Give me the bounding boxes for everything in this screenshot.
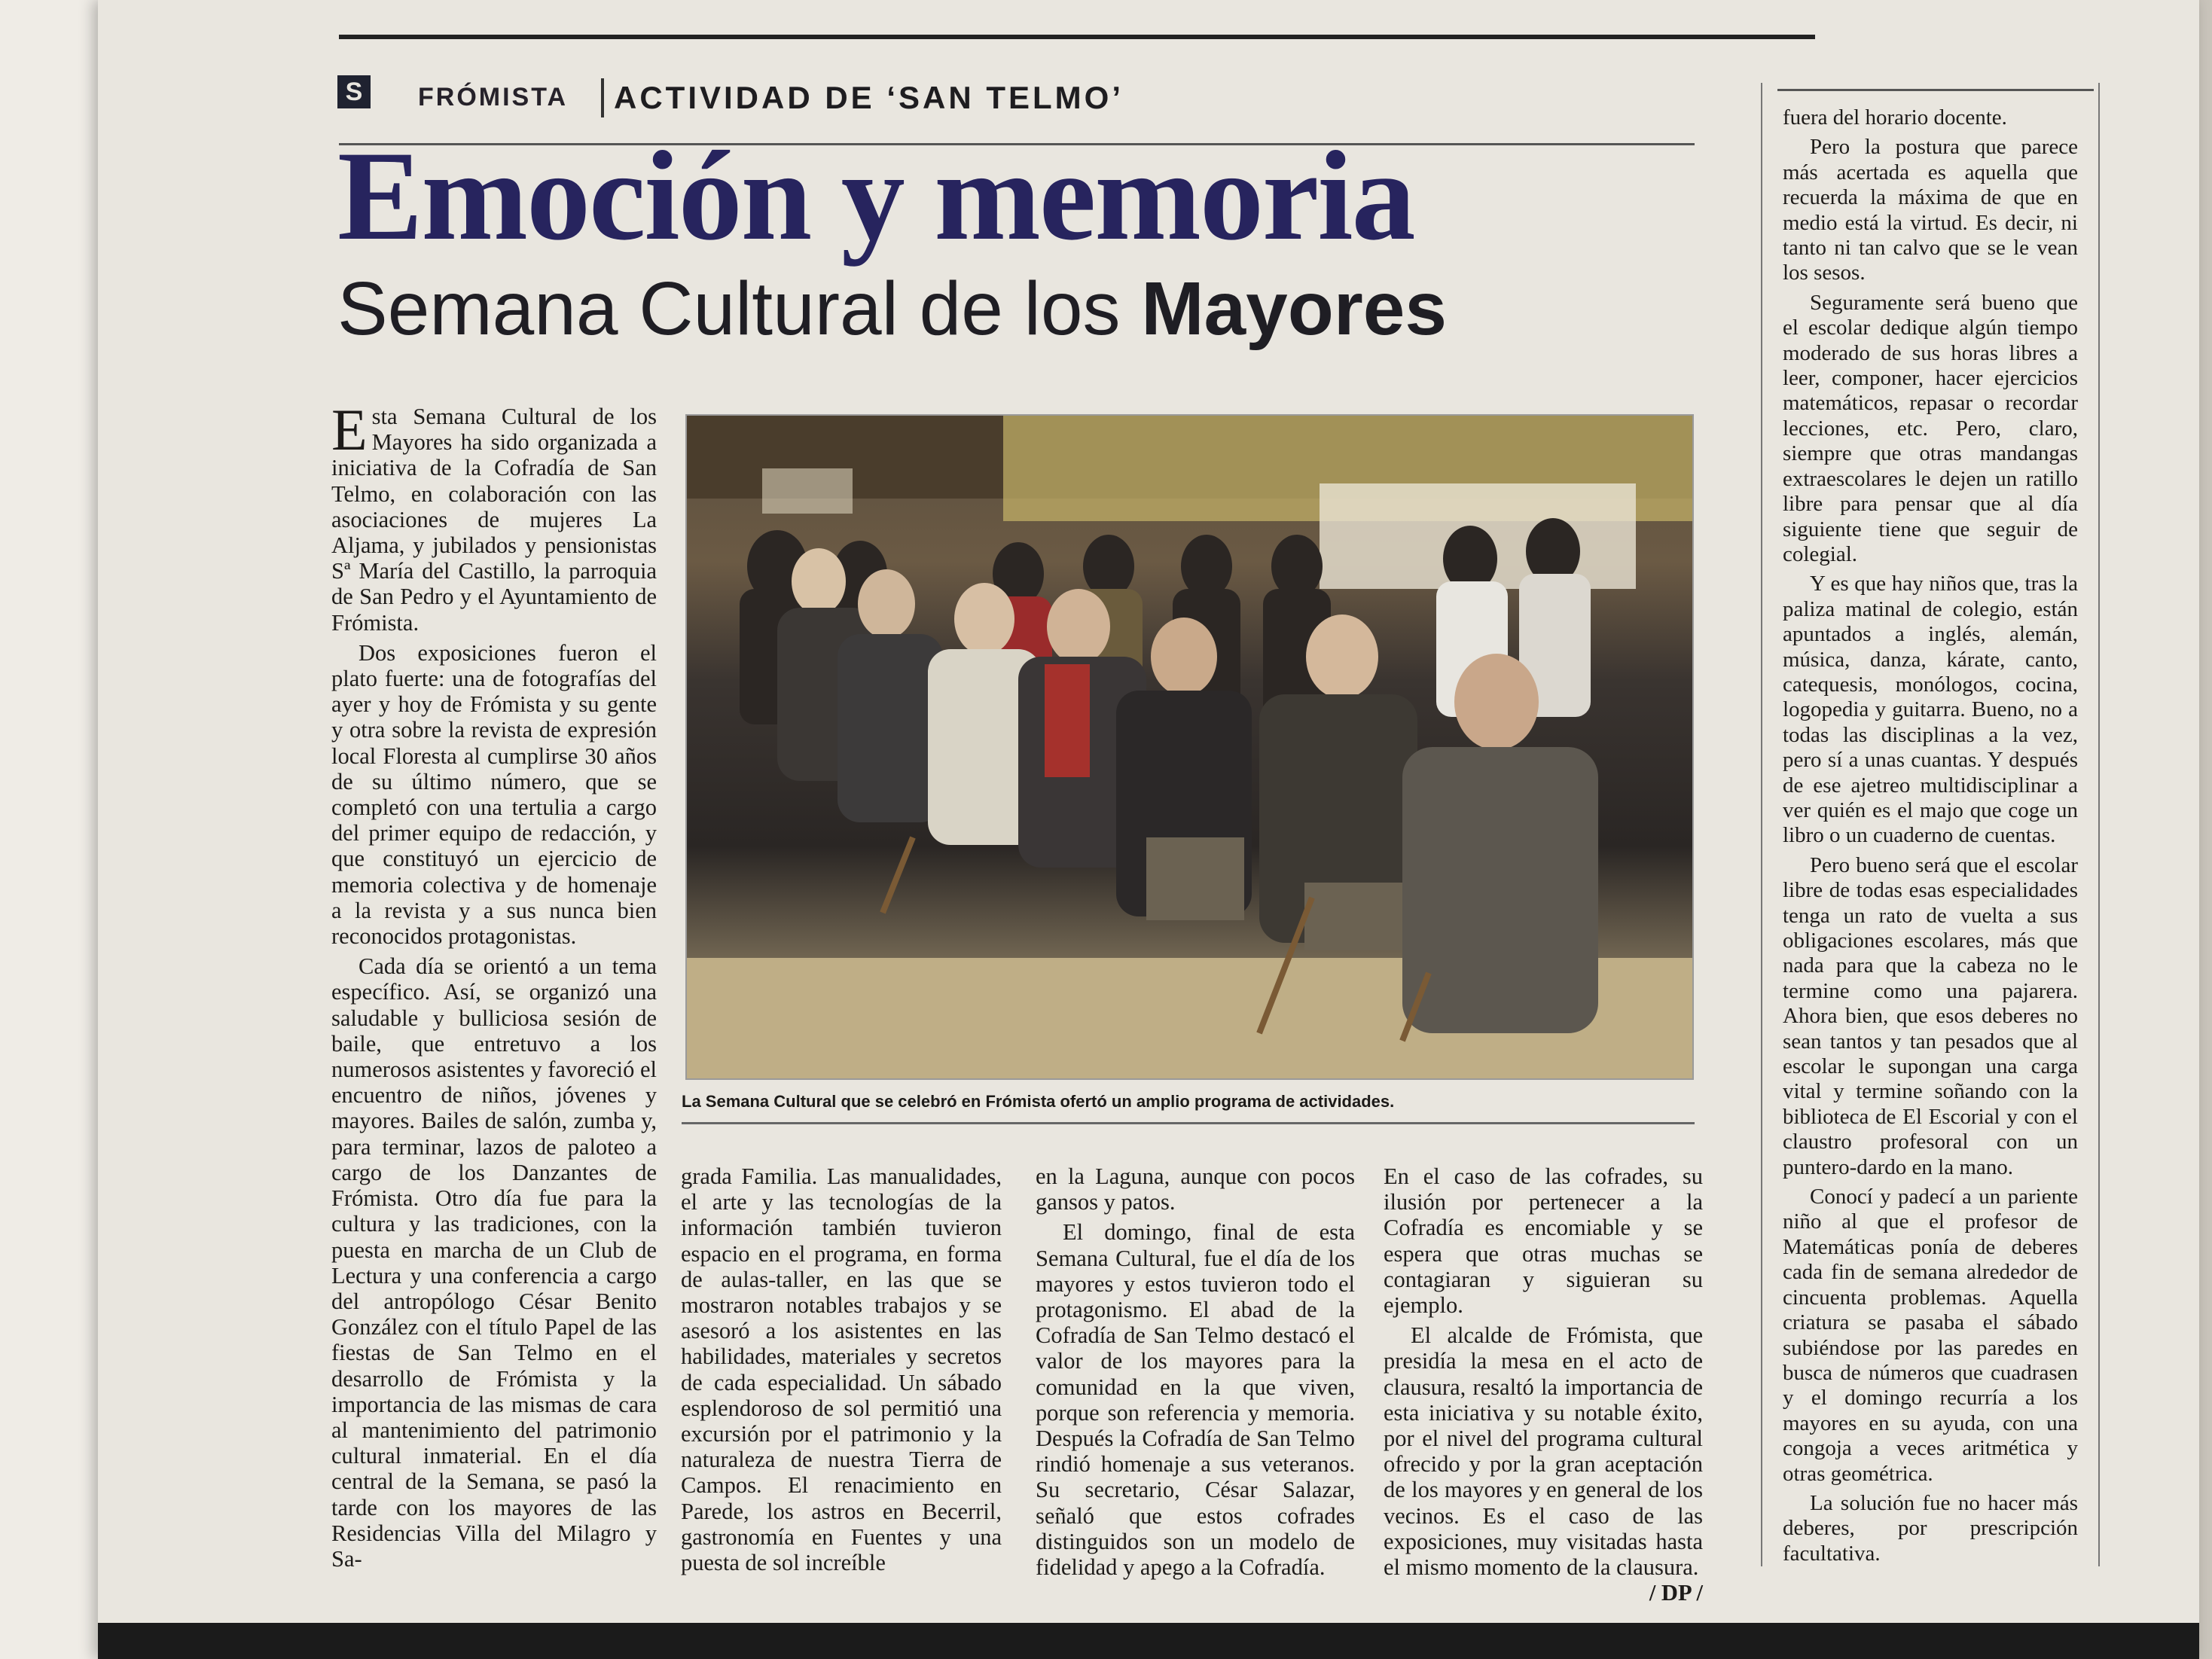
paragraph: En el caso de las cofrades, su ilusión por pertenecer a la Cofradía es encomiable y se espera que otras muchas se contagiaran y siguieran su ejemplo. — [1384, 1163, 1703, 1319]
column-divider — [1761, 83, 1762, 1566]
paragraph — [1384, 1322, 1703, 1606]
caption-rule — [682, 1122, 1695, 1124]
paragraph: Dos exposiciones fueron el plato fuerte: una de fotografías del ayer y hoy de Frómista y su gente y otra sobre la revista de expresión local Floresta al cumplirse 30 años de su último número, que se completó con una tertulia a cargo del primer equipo de redacción, y que constituyó un ejercicio de memoria colectiva y de homenaje a la revista y a sus nunca bien reconocidos protagonistas. — [331, 639, 657, 950]
drop-cap: E — [331, 397, 368, 462]
subhead-regular: Semana Cultural de los — [337, 267, 1142, 351]
article-column-4 — [1384, 1163, 1703, 1606]
headline: Emoción y memoria — [337, 125, 1414, 267]
kicker: ACTIVIDAD DE ‘SAN TELMO’ — [614, 80, 1124, 115]
section-logo: S — [337, 75, 371, 108]
photo-caption: La Semana Cultural que se celebró en Frómista ofertó un amplio programa de actividades. — [682, 1092, 1395, 1111]
opinion-column-rule — [1777, 89, 2094, 91]
bottom-band — [98, 1623, 2199, 1659]
paragraph-text: sta Semana Cultural de los Mayores ha sido organizada a iniciativa de la Cofradía de San Telmo, en colaboración con las asociaciones de mujeres La Aljama, y jubilados y pensionistas Sª María del Castillo, la parroquia de San Pedro y el Ayuntamiento de Frómista. — [331, 404, 657, 636]
paragraph: Cada día se orientó a un tema específico. Así, se organizó una saludable y bulliciosa sesión de baile, que entretuvo a los numerosos asistentes y favoreció el encuentro de niños, jóvenes y mayores. Bailes de salón, zumba y, para terminar, lazos de paloteo a cargo de los Danzantes de Frómista. Otro día fue para la cultura y las tradiciones, con la puesta en marcha de un Club de Lectura y una conferencia a cargo del antropólogo César Benito González con el título Papel de las fiestas de San Telmo en el desarrollo de Frómista y la importancia de las mismas de cara al mantenimiento del patrimonio cultural inmaterial. En el día central de la Semana, se pasó la tarde con los mayores de las Residencias Villa del Milagro y Sa- — [331, 953, 657, 1572]
article-column-1 — [331, 397, 657, 1576]
paragraph: en la Laguna, aunque con pocos gansos y patos. — [1036, 1163, 1355, 1215]
subhead-bold: Mayores — [1141, 267, 1448, 351]
audience-illustration — [687, 416, 1692, 1078]
paragraph: fuera del horario docente. — [1783, 105, 2007, 130]
subheadline — [337, 267, 1448, 351]
article-column-3 — [1036, 1163, 1355, 1584]
adjacent-page — [0, 0, 98, 1659]
top-rule — [339, 35, 1815, 39]
paragraph — [331, 397, 657, 636]
paragraph-text: El alcalde de Frómista, que presidía la mesa en el acto de clausura, resaltó la importancia de esta iniciativa y su notable éxito, por el nivel del programa cultural ofrecido y por la gran aceptación de los mayores y en general de los vecinos. Es el caso de las exposiciones, muy visitadas hasta el mismo momento de la clausura. — [1384, 1322, 1703, 1581]
paragraph: Conocí y padecí a un pariente niño al que el profesor de Matemáticas ponía de deberes cada fin de semana alrededor de cincuenta problemas. Aquella criatura se pasaba el sábado subiéndose por las paredes en busca de números que cuadrasen y el domingo recurría a los mayores en su ayuda, con una congoja a veces aritmética y otras geométrica. — [1783, 1185, 2078, 1486]
paragraph: La solución fue no hacer más deberes, por prescripción facultativa. — [1783, 1490, 2078, 1566]
paragraph: El domingo, final de esta Semana Cultural, fue el día de los mayores y estos tuvieron todo el protagonismo. El abad de la Cofradía de San Telmo destacó el valor de los mayores para la comunidad en la que viven, porque son referencia y memoria. Después la Cofradía de San Telmo rindió homenaje a sus veteranos. Su secretario, César Salazar, señaló que estos cofrades distinguidos son un modelo de fidelidad y apego a la Cofradía. — [1036, 1219, 1355, 1581]
article-column-2 — [681, 1163, 1002, 1580]
column-divider — [2098, 83, 2100, 1566]
opinion-column — [1783, 105, 2078, 1571]
event-photo — [685, 414, 1694, 1080]
header-separator — [601, 78, 604, 117]
paragraph: Y es que hay niños que, tras la paliza matinal de colegio, están apuntados a inglés, alemán, música, danza, kárate, canto, catequesis, monólogos, cocina, logopedia y guitarra. Bueno, no a todas las disciplinas a la vez, pero sí a unas cuantas. Y después de ese ajetreo multidisciplinar a ver quién es el majo que coge un libro o un cuaderno de cuentas. — [1783, 572, 2078, 848]
section-label: FRÓMISTA — [418, 83, 569, 111]
paragraph: Seguramente será bueno que el escolar dedique algún tiempo moderado de sus horas libres a leer, componer, hacer ejercicios matemáticos, repasar o recordar lecciones, etc. Pero, claro, siempre que otras mandangas extraescolares le dejen un ratillo libre para pensar que al día siguiente tiene que seguir de colegial. — [1783, 290, 2078, 566]
paragraph: Pero bueno será que el escolar libre de todas esas especialidades tenga un rato de vuelta a sus obligaciones escolares, más que nada para que la cabeza no le termine como una pajarera. Ahora bien, que esos deberes no sean tantos y tan pesados que al escolar le supongan una carga vital y termine soñando con la biblioteca de El Escorial y con el claustro profesoral con un puntero-dardo en la mano. — [1783, 852, 2078, 1179]
paragraph: grada Familia. Las manualidades, el arte y las tecnologías de la información también tuvieron espacio en el programa, en forma de aulas-taller, en las que se mostraron notables trabajos y se asesoró a los asistentes en las habilidades, materiales y secretos de cada especialidad. Un sábado esplendoroso de sol permitió una excursión por el patrimonio y la naturaleza de nuestra Tierra de Campos. El renacimiento en Parede, los astros en Becerril, gastronomía en Fuentes y una puesta de sol increíble — [681, 1163, 1002, 1576]
paragraph: Pero la postura que parece más acertada es aquella que recuerda la máxima de que en medio está la virtud. Es decir, ni tanto ni tan calvo que se le vean los sesos. — [1783, 135, 2078, 285]
author-signature: / DP / — [1649, 1580, 1703, 1606]
